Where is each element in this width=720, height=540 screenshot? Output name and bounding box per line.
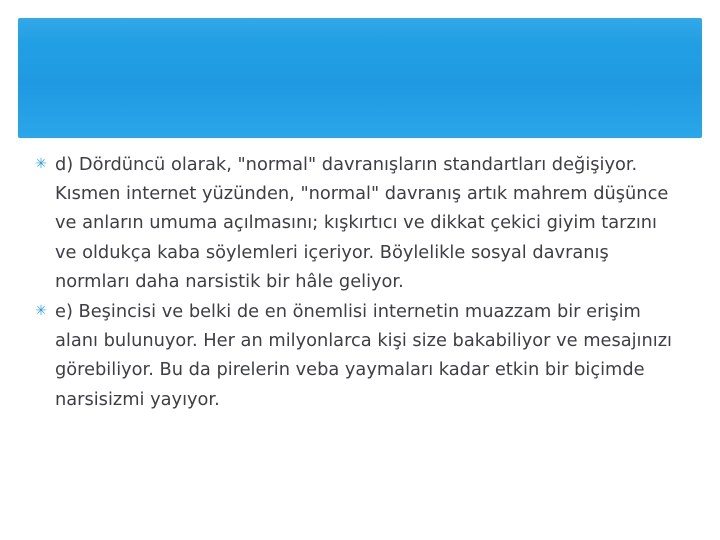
bullet-item-d: [34, 150, 684, 296]
asterisk-bullet-icon: ✳: [35, 303, 47, 320]
bullet-text-d: d) Dördüncü olarak, "normal" davranışların standartları değişiyor. Kısmen internet yüzünden, "normal" davranış artık mahrem düşünce ve anların umuma açılmasını; kışkırtıcı ve dikkat çekici giyim tarzını ve oldukça kaba söylemleri içeriyor. Böylelikle sosyal davranış normları daha narsistik bir hâle geliyor.: [55, 154, 669, 292]
bullet-text-e: e) Beşincisi ve belki de en önemlisi internetin muazzam bir erişim alanı bulunuyor. Her an milyonlarca kişi size bakabiliyor ve mesajınızı görebiliyor. Bu da pirelerin veba yaymaları kadar etkin bir biçimde narsisizmi yayıyor.: [55, 301, 672, 410]
bullet-item-e: [34, 297, 684, 414]
bullet-list: [34, 150, 684, 414]
asterisk-bullet-icon: ✳: [35, 156, 47, 172]
header-band: [18, 18, 702, 138]
slide-content: [34, 150, 684, 415]
